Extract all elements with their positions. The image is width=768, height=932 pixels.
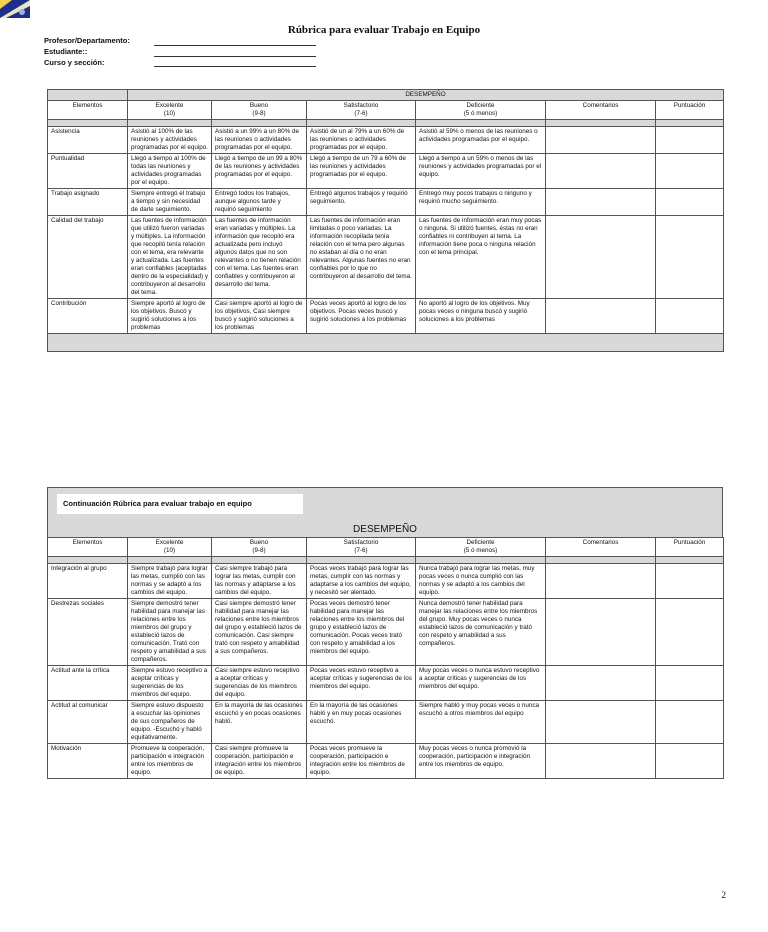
cell-elemento: Puntualidad — [48, 154, 128, 189]
field-line-curso[interactable] — [154, 66, 316, 67]
cell-deficiente: Muy pocas veces o nunca estuvo receptivo a aceptar críticas y sugerencias de los miembros del equipo. — [416, 666, 546, 701]
field-label-curso: Curso y sección: — [44, 58, 105, 67]
cell-elemento: Destrezas sociales — [48, 599, 128, 666]
spacer-row — [48, 334, 724, 352]
cell-satisfactorio: Pocas veces promueve la cooperación, participación e integración entre los miembros de equipo. — [307, 744, 416, 779]
header-elementos: Elementos — [48, 101, 128, 120]
cell-deficiente: Las fuentes de información eran muy pocas o ninguna. Si utilizó fuentes, éstas no eran confiables ni contribuyen al tema. La información tiene poca o ninguna relación con el tema principal. — [416, 216, 546, 299]
cell-elemento: Calidad del trabajo — [48, 216, 128, 299]
cell-deficiente: Entregó muy pocos trabajos o ninguno y requirió mucho seguimiento. — [416, 189, 546, 216]
cell-deficiente: Asistió al 59% o menos de las reuniones o actividades programadas por el equipo. — [416, 127, 546, 154]
comment-cell[interactable] — [546, 701, 656, 744]
desempeno-banner: DESEMPEÑO — [128, 90, 724, 101]
header-puntuacion: Puntuación — [656, 101, 724, 120]
cell-bueno: Casi siempre aportó al logro de los objetivos, Casi siempre buscó y sugirió soluciones a los problemas — [212, 299, 307, 334]
table-row — [48, 154, 724, 189]
header-elementos: Elementos — [48, 538, 128, 557]
header-bueno: Bueno (9-8) — [212, 538, 307, 557]
table-row — [48, 189, 724, 216]
table-header-row — [48, 101, 724, 120]
score-cell[interactable] — [656, 666, 724, 701]
field-label-profesor: Profesor/Departamento: — [44, 36, 130, 45]
cell-deficiente: Nunca demostró tener habilidad para manejar las relaciones entre los miembros del grupo. Muy pocas veces o nunca estableció lazos de comunicación y trató con respeto y amabilidad a sus compañeros. — [416, 599, 546, 666]
comment-cell[interactable] — [546, 666, 656, 701]
spacer-row — [48, 120, 724, 127]
desempeno-heading: DESEMPEÑO — [353, 524, 417, 535]
cell-bueno: Asistió a un 99% a un 80% de las reuniones o actividades programadas por el equipo. — [212, 127, 307, 154]
cell-excelente: Siempre estuvo receptivo a aceptar críticas y sugerencias de los miembros del equipo. — [128, 666, 212, 701]
cell-deficiente: Nunca trabajó para lograr las metas, muy pocas veces o nunca cumplió con las normas y se adaptó a los cambios del equipo. — [416, 564, 546, 599]
cell-excelente: Siempre trabajó para lograr las metas, cumplió con las normas y se adaptó a los cambios del equipo. — [128, 564, 212, 599]
comment-cell[interactable] — [546, 189, 656, 216]
page-number: 2 — [721, 890, 726, 900]
cell-bueno: Llegó a tiempo de un 99 a 80% de las reuniones y actividades programadas por el equipo. — [212, 154, 307, 189]
comment-cell[interactable] — [546, 127, 656, 154]
cell-elemento: Actitud ante la crítica — [48, 666, 128, 701]
field-line-profesor[interactable] — [154, 45, 316, 46]
cell-satisfactorio: Pocas veces aportó al logro de los objetivos. Pocas veces buscó y sugirió soluciones a los problemas — [307, 299, 416, 334]
cell-satisfactorio: Pocas veces demostró tener habilidad para manejar las relaciones entre los miembros del grupo y estableció lazos de comunicación. Pocas veces trató con respeto y amabilidad a los miembros del equipo. — [307, 599, 416, 666]
table-row — [48, 744, 724, 779]
comment-cell[interactable] — [546, 154, 656, 189]
cell-elemento: Integración al grupo — [48, 564, 128, 599]
cell-excelente: Siempre estuvo dispuesto a escuchar las opiniones de sus compañeros de equipo. -Escuchó y habló equitativamente. — [128, 701, 212, 744]
cell-excelente: Promueve la cooperación, participación e integración entre los miembros de equipo. — [128, 744, 212, 779]
field-label-estudiante: Estudiante:: — [44, 47, 88, 56]
score-cell[interactable] — [656, 744, 724, 779]
document-title: Rúbrica para evaluar Trabajo en Equipo — [287, 24, 481, 36]
cell-satisfactorio: Llegó a tiempo de un 79 a 60% de las reuniones y actividades programadas por el equipo. — [307, 154, 416, 189]
header-satisfactorio: Satisfactorio (7-6) — [307, 101, 416, 120]
cell-elemento: Motivación — [48, 744, 128, 779]
table-row — [48, 216, 724, 299]
cell-satisfactorio: Pocas veces estuvo receptivo a aceptar críticas y sugerencias de los miembros del equipo. — [307, 666, 416, 701]
school-logo — [0, 0, 30, 18]
header-deficiente: Deficiente (5 ó menos) — [416, 538, 546, 557]
cell-deficiente: Llegó a tiempo a un 59% o menos de las reuniones y actividades programadas por el equipo. — [416, 154, 546, 189]
cell-excelente: Las fuentes de información que utilizó fueron variadas y múltiples. La información que recopiló tenía relación con el tema, era relevante y actualizada. Las fuentes eran confiables (aceptadas dentro de la especialidad) y contribuyeron al desarrollo del tema. — [128, 216, 212, 299]
rubric-table-2 — [47, 537, 724, 779]
table-row — [48, 701, 724, 744]
score-cell[interactable] — [656, 599, 724, 666]
table-row — [48, 599, 724, 666]
header-puntuacion: Puntuación — [656, 538, 724, 557]
cell-satisfactorio: Pocas veces trabajó para lograr las metas, cumplir con las normas y adaptarse a los cambios del equipo, y necesitó ser alentado. — [307, 564, 416, 599]
cell-elemento: Contribución — [48, 299, 128, 334]
cell-excelente: Llegó a tiempo al 100% de todas las reuniones y actividades programadas por el equipo. — [128, 154, 212, 189]
cell-satisfactorio: Las fuentes de información eran limitadas o poco variadas. La información recopilada tenía relación con el tema pero algunas no estaban al día o no eran relevantes. Algunas fuentes no eran confiables por lo que no contribuyeron al desarrollo del tema. — [307, 216, 416, 299]
header-deficiente: Deficiente (5 ó menos) — [416, 101, 546, 120]
score-cell[interactable] — [656, 189, 724, 216]
table-header-row — [48, 538, 724, 557]
header-excelente: Excelente (10) — [128, 101, 212, 120]
cell-excelente: Asistió al 100% de las reuniones y actividades programadas por el equipo. — [128, 127, 212, 154]
cell-elemento: Trabajo asignado — [48, 189, 128, 216]
cell-elemento: Asistencia — [48, 127, 128, 154]
cell-excelente: Siempre demostró tener habilidad para manejar las relaciones entre los miembros del grupo y estableció lazos de comunicación. Trató con respeto y amabilidad a sus compañeros. — [128, 599, 212, 666]
score-cell[interactable] — [656, 154, 724, 189]
comment-cell[interactable] — [546, 564, 656, 599]
cell-satisfactorio: En la mayoría de las ocasiones habló y en muy pocas ocasiones escuchó. — [307, 701, 416, 744]
cell-deficiente: Muy pocas veces o nunca promovió la cooperación, participación e integración entre los miembros de equipo. — [416, 744, 546, 779]
header-bueno: Bueno (9-8) — [212, 101, 307, 120]
table-row — [48, 127, 724, 154]
header-excelente: Excelente (10) — [128, 538, 212, 557]
header-comentarios: Comentarios — [546, 538, 656, 557]
score-cell[interactable] — [656, 701, 724, 744]
cell-deficiente: No aportó al logro de los objetivos. Muy pocas veces o ninguna buscó y sugirió soluciones a los problemas — [416, 299, 546, 334]
header-satisfactorio: Satisfactorio (7-6) — [307, 538, 416, 557]
cell-bueno: En la mayoría de las ocasiones escuchó y en pocas ocasiones habló. — [212, 701, 307, 744]
continuation-title: Continuación Rúbrica para evaluar trabajo en equipo — [57, 494, 303, 514]
table-row — [48, 666, 724, 701]
score-cell[interactable] — [656, 216, 724, 299]
cell-satisfactorio: Asistió de un al 79% a un 60% de las reuniones o actividades programadas por el equipo. — [307, 127, 416, 154]
rubric-table-1 — [47, 89, 724, 352]
cell-excelente: Siempre entregó el trabajo a tiempo y sin necesidad de darle seguimiento. — [128, 189, 212, 216]
cell-excelente: Siempre aportó al logro de los objetivos. Buscó y sugirió soluciones a los problemas — [128, 299, 212, 334]
cell-elemento: Actitud al comunicar — [48, 701, 128, 744]
comment-cell[interactable] — [546, 744, 656, 779]
table-row — [48, 299, 724, 334]
cell-satisfactorio: Entregó algunos trabajos y requirió seguimiento. — [307, 189, 416, 216]
score-cell[interactable] — [656, 127, 724, 154]
cell-bueno: Casi siempre estuvo receptivo a aceptar críticas y sugerencias de los miembros del equipo. — [212, 666, 307, 701]
cell-bueno: Casi siempre trabajó para lograr las metas, cumplir con las normas y adaptarse a los cambios del equipo. — [212, 564, 307, 599]
cell-bueno: Las fuentes de información eran variadas y múltiples. La información que recopiló era actualizada pero incluyó algunos datos que no son relevantes o no tienen relación con el tema. Las fuentes eran confiables y contribuyeron al desarrollo del tema. — [212, 216, 307, 299]
header-comentarios: Comentarios — [546, 101, 656, 120]
score-cell[interactable] — [656, 299, 724, 334]
cell-deficiente: Siempre habló y muy pocas veces o nunca escuchó a otros miembros del equipo — [416, 701, 546, 744]
cell-bueno: Casi siempre promueve la cooperación, participación e integración entre los miembros de equipo. — [212, 744, 307, 779]
cell-bueno: Casi siempre demostró tener habilidad para manejar las relaciones entre los miembros del grupo y estableció lazos de comunicación. Casi siempre trató con respeto y amabilidad a sus compañeros. — [212, 599, 307, 666]
spacer-row — [48, 557, 724, 564]
comment-cell[interactable] — [546, 599, 656, 666]
table-row — [48, 564, 724, 599]
spacer-row — [48, 90, 724, 101]
score-cell[interactable] — [656, 564, 724, 599]
comment-cell[interactable] — [546, 299, 656, 334]
comment-cell[interactable] — [546, 216, 656, 299]
cell-bueno: Entregó todos los trabajos, aunque algunos tarde y requirió seguimiento — [212, 189, 307, 216]
field-line-estudiante[interactable] — [154, 56, 316, 57]
